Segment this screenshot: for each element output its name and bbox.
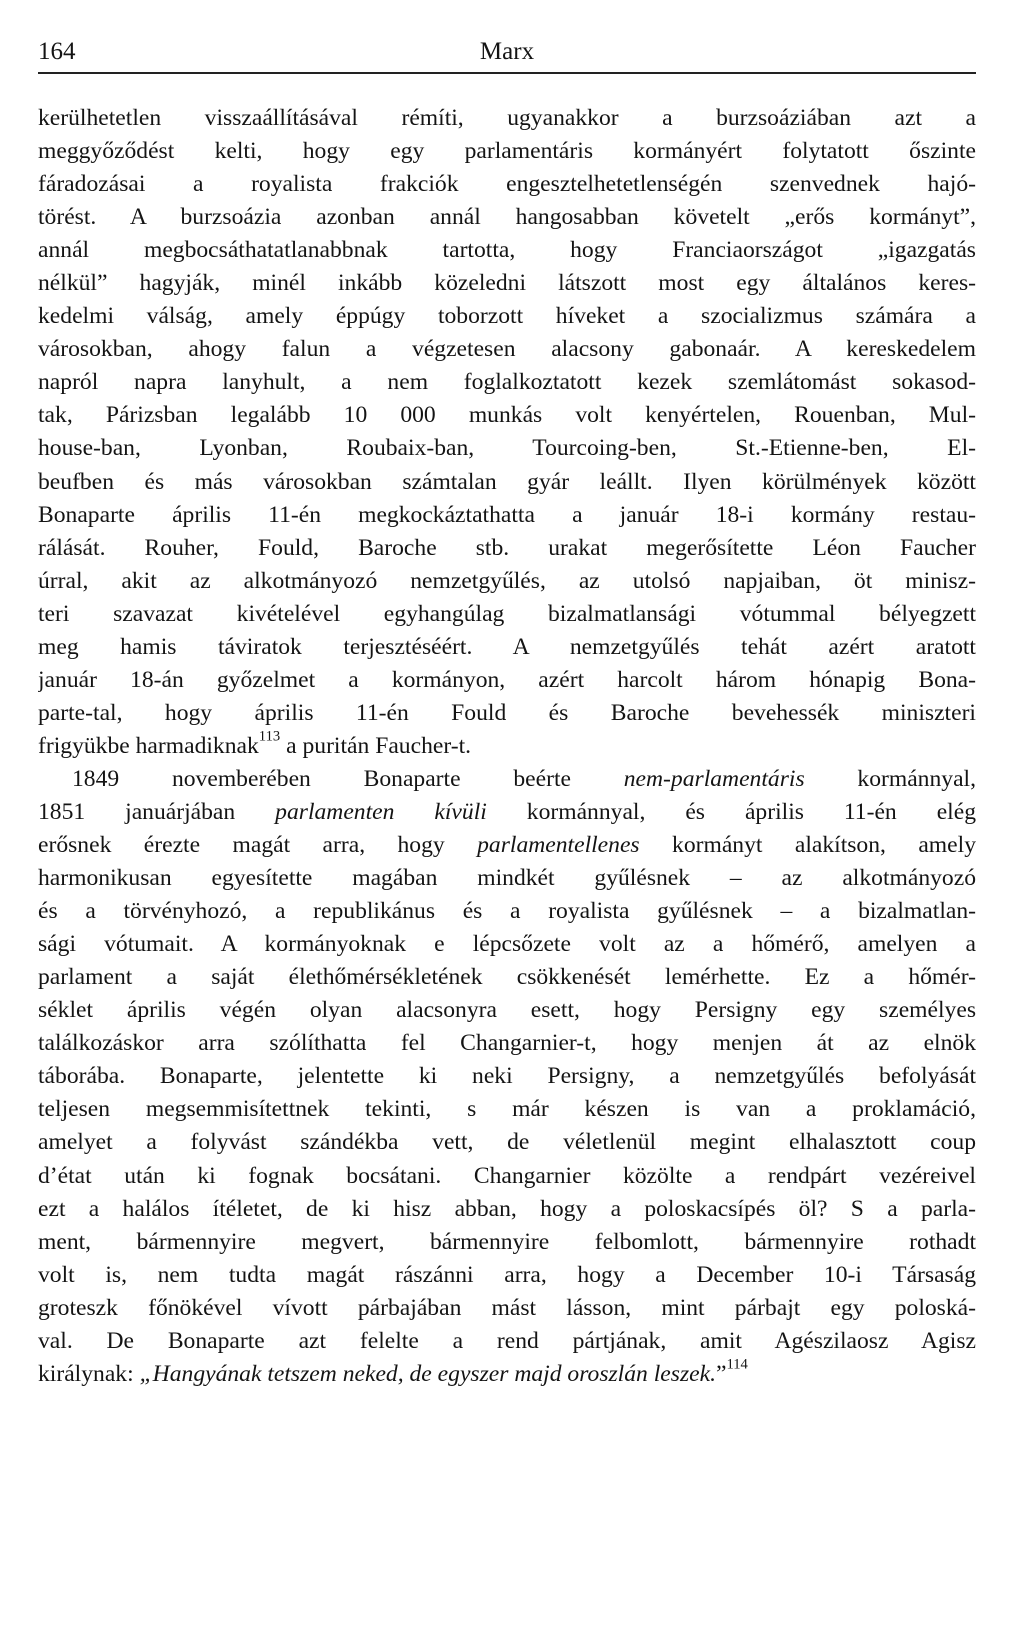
text-run: Bonaparte április 11-én megkockáztathatta a január 18-i kormány restau-: [38, 501, 976, 528]
text-run: fáradozásai a royalista frakciók engesztelhetetlenségén szenvednek hajó-: [38, 171, 976, 198]
text-run: annál megbocsáthatatlanabbnak tartotta, hogy Franciaországot „igazgatás: [38, 237, 976, 264]
text-line: [38, 1060, 976, 1093]
text-run: és a törvényhozó, a republikánus és a royalista gyűlésnek – a bizalmatlan-: [38, 898, 976, 925]
footnote-marker: 113: [258, 729, 281, 745]
text-run: kormánnyal,: [804, 765, 976, 792]
text-line: [38, 135, 976, 168]
text-line: [38, 102, 976, 135]
text-run: a puritán Faucher-t.: [280, 732, 472, 759]
text-line: [38, 1126, 976, 1159]
text-run: teri szavazat kivételével egyhangúlag bizalmatlansági vótummal bélyegzett: [38, 600, 976, 627]
text-line: [38, 1160, 976, 1193]
text-line: [38, 1193, 976, 1226]
text-run: ”: [715, 1360, 727, 1387]
text-run: frigyükbe harmadiknak: [38, 732, 259, 759]
text-line: [38, 1292, 976, 1325]
text-line: [38, 763, 976, 796]
text-line: [38, 895, 976, 928]
text-run: január 18-án győzelmet a kormányon, azért harcolt három hónapig Bona-: [38, 666, 976, 693]
footnote-marker: 114: [726, 1357, 748, 1373]
italic-text: nem-parlamentáris: [623, 765, 805, 792]
text-run: városokban, ahogy falun a végzetesen alacsony gabonaár. A kereskedelem: [38, 336, 976, 363]
text-line: [38, 664, 976, 697]
text-line: [38, 499, 976, 532]
text-run: harmonikusan egyesítette magában mindkét gyűlésnek – az alkotmányozó: [38, 865, 976, 892]
text-line: [38, 829, 976, 862]
text-run: 1849 novemberében Bonaparte beérte: [72, 765, 624, 792]
text-run: 1851 januárjában: [38, 798, 276, 825]
text-line: [38, 366, 976, 399]
text-line: [38, 598, 976, 631]
text-run: tak, Párizsban legalább 10 000 munkás volt kenyértelen, Rouenban, Mul-: [38, 402, 976, 429]
text-line: [38, 267, 976, 300]
text-run: rálását. Rouher, Fould, Baroche stb. urakat megerősítette Léon Faucher: [38, 534, 976, 561]
text-line: [38, 697, 976, 730]
text-run: parte-tal, hogy április 11-én Fould és Baroche bevehessék miniszteri: [38, 699, 976, 726]
body-text: [38, 102, 976, 1391]
text-run: groteszk főnökével vívott párbajában mást lásson, mint párbajt egy poloská-: [38, 1294, 976, 1321]
text-run: királynak:: [38, 1360, 140, 1387]
text-line: [38, 532, 976, 565]
text-line: [38, 1226, 976, 1259]
text-line: [38, 201, 976, 234]
text-run: beufben és más városokban számtalan gyár leállt. Ilyen körülmények között: [38, 468, 976, 495]
text-line: [38, 168, 976, 201]
page-header: [38, 28, 976, 74]
text-run: amelyet a folyvást szándékba vett, de véletlenül megint elhalasztott coup: [38, 1129, 976, 1156]
text-line: [38, 333, 976, 366]
text-run: sági vótumait. A kormányoknak e lépcsőzete volt az a hőmérő, amelyen a: [38, 931, 976, 958]
text-line: [38, 796, 976, 829]
text-line: [38, 994, 976, 1027]
text-run: nélkül” hagyják, minél inkább közeledni látszott most egy általános keres-: [38, 270, 976, 297]
italic-text: parlamenten kívüli: [275, 798, 487, 825]
text-line: [38, 1325, 976, 1358]
text-line: [38, 928, 976, 961]
text-line: [38, 961, 976, 994]
text-run: erősnek érezte magát arra, hogy: [38, 832, 478, 859]
book-page: [38, 28, 976, 1391]
text-run: kormányt alakítson, amely: [639, 832, 976, 859]
text-run: úrral, akit az alkotmányozó nemzetgyűlés, az utolsó napjaiban, öt minisz-: [38, 567, 976, 594]
text-line: [38, 862, 976, 895]
text-run: kerülhetetlen visszaállításával rémíti, ugyanakkor a burzsoáziában azt a: [38, 105, 976, 131]
text-run: d’état után ki fognak bocsátani. Changarnier közölte a rendpárt vezéreivel: [38, 1162, 976, 1189]
text-line: [38, 1027, 976, 1060]
text-line: [38, 1259, 976, 1292]
text-run: találkozáskor arra szólíthatta fel Changarnier-t, hogy menjen át az elnök: [38, 1030, 976, 1057]
text-line: [38, 234, 976, 267]
text-run: táborába. Bonaparte, jelentette ki neki Persigny, a nemzetgyűlés befolyását: [38, 1063, 976, 1090]
text-run: törést. A burzsoázia azonban annál hangosabban követelt „erős kormányt”,: [38, 204, 976, 231]
text-line: [38, 466, 976, 499]
text-run: teljesen megsemmisítettnek tekinti, s már készen is van a proklamáció,: [38, 1096, 976, 1123]
text-line: [38, 730, 976, 763]
text-line: [38, 1093, 976, 1126]
text-run: kedelmi válság, amely éppúgy toborzott híveket a szocializmus számára a: [38, 303, 976, 330]
running-title: Marx: [479, 38, 535, 65]
text-run: ezt a halálos ítéletet, de ki hisz abban, hogy a poloskacsípés öl? S a parla-: [38, 1195, 976, 1222]
text-line: [38, 1358, 976, 1391]
text-run: house-ban, Lyonban, Roubaix-ban, Tourcoing-ben, St.-Etienne-ben, El-: [38, 435, 976, 462]
text-run: val. De Bonaparte azt felelte a rend pártjának, amit Agészilaosz Agisz: [38, 1327, 976, 1354]
text-run: parlament a saját élethőmérsékletének csökkenését lemérhette. Ez a hőmér-: [38, 964, 976, 991]
text-run: ment, bármennyire megvert, bármennyire felbomlott, bármennyire rothadt: [38, 1228, 976, 1255]
page-number: 164: [38, 38, 76, 65]
text-line: [38, 300, 976, 333]
italic-text: parlamentellenes: [477, 832, 640, 859]
text-line: [38, 631, 976, 664]
italic-text: „Hangyának tetszem neked, de egyszer majd oroszlán leszek.: [139, 1360, 716, 1387]
text-run: volt is, nem tudta magát rászánni arra, hogy a December 10-i Társaság: [38, 1261, 976, 1288]
text-line: [38, 399, 976, 432]
text-run: meggyőződést kelti, hogy egy parlamentáris kormányért folytatott őszinte: [38, 138, 976, 165]
text-run: séklet április végén olyan alacsonyra esett, hogy Persigny egy személyes: [38, 997, 976, 1024]
text-run: napról napra lanyhult, a nem foglalkoztatott kezek szemlátomást sokasod-: [38, 369, 976, 396]
text-run: kormánnyal, és április 11-én elég: [486, 798, 976, 825]
text-line: [38, 565, 976, 598]
text-run: meg hamis táviratok terjesztéséért. A nemzetgyűlés tehát azért aratott: [38, 633, 976, 660]
text-line: [38, 432, 976, 465]
